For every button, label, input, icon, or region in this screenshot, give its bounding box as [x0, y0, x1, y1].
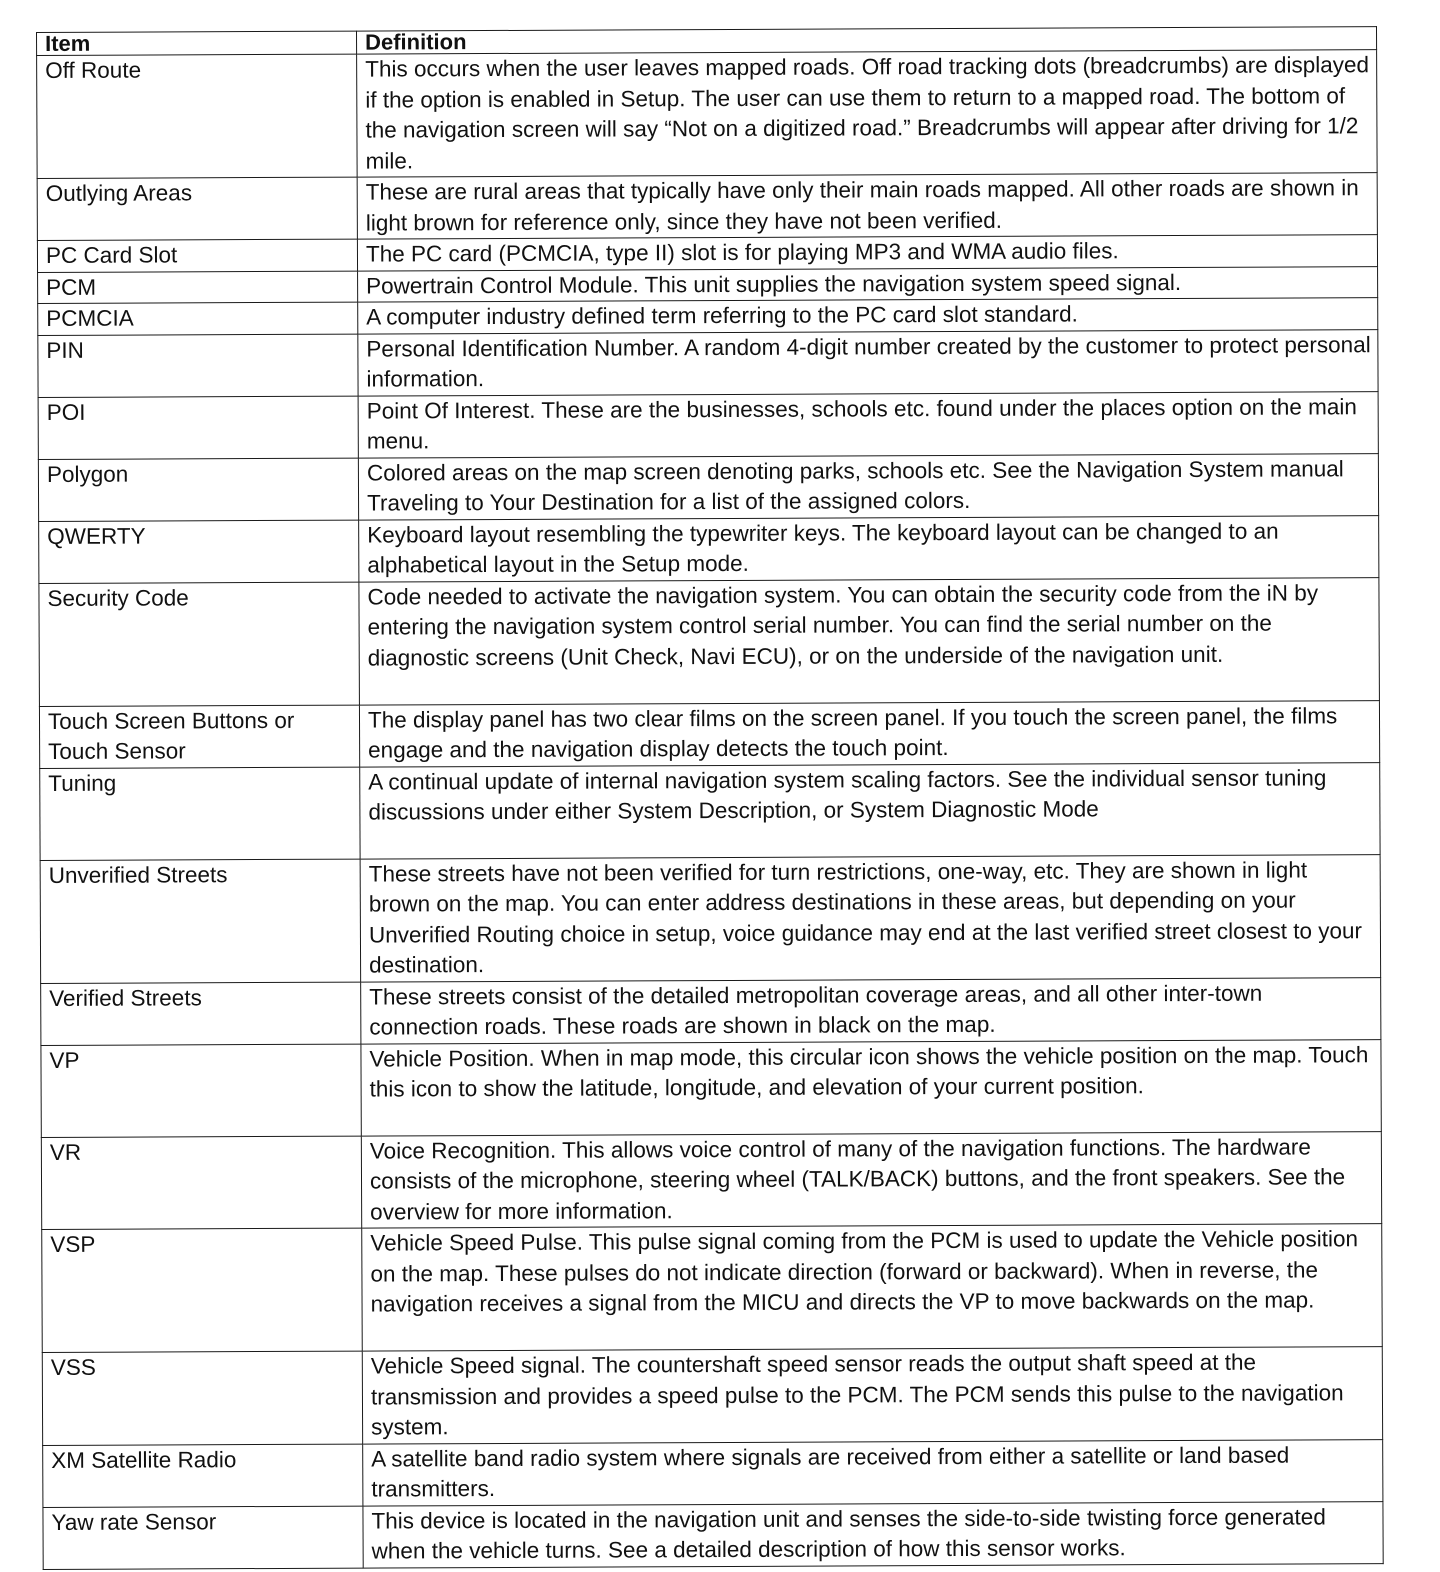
- table-row: [42, 1224, 1383, 1353]
- term-cell: POI: [38, 396, 358, 459]
- glossary-table: [36, 26, 1384, 1569]
- term-cell: XM Satellite Radio: [43, 1444, 363, 1507]
- definition-cell: These streets have not been verified for turn restrictions, one-way, etc. They are shown in light brown on the map. You can enter address destinations in these areas, but depending on your Unverified Routing choice in setup, voice guidance may end at the last verified street closest to your destination.: [360, 854, 1381, 981]
- term-cell: Off Route: [37, 54, 358, 178]
- term-cell: Tuning: [40, 767, 360, 860]
- term-cell: PCM: [38, 271, 358, 304]
- table-row: [38, 453, 1378, 521]
- term-cell: Verified Streets: [41, 982, 361, 1045]
- table-row: [37, 173, 1377, 241]
- definition-cell: Vehicle Position. When in map mode, this circular icon shows the vehicle position on the map. Touch this icon to show the latitude, longitude, and elevation of your current position.: [361, 1039, 1381, 1135]
- definition-cell: These streets consist of the detailed metropolitan coverage areas, and all other inter-town connection roads. These roads are shown in black on the map.: [361, 977, 1381, 1043]
- table-row: [40, 762, 1380, 860]
- table-row: [41, 1131, 1381, 1229]
- table-row: [38, 391, 1378, 459]
- definition-cell: This occurs when the user leaves mapped roads. Off road tracking dots (breadcrumbs) are displayed if the option is enabled in Setup. The user can use them to return to a mapped road. The bottom of the navigation screen will say “Not on a digitized road.” Breadcrumbs will appear after driving for 1/2 mile.: [357, 50, 1378, 177]
- definition-cell: Colored areas on the map screen denoting parks, schools etc. See the Navigation System manual Traveling to Your Destination for a list of the assigned colors.: [358, 453, 1378, 519]
- table-row: [39, 515, 1379, 583]
- definition-cell: The PC card (PCMCIA, type II) slot is for playing MP3 and WMA audio files.: [357, 235, 1377, 271]
- definition-cell: The display panel has two clear films on the screen panel. If you touch the screen panel, the films engage and the navigation display detects the touch point.: [359, 700, 1379, 766]
- table-row: [37, 50, 1378, 179]
- definition-cell: A continual update of internal navigation system scaling factors. See the individual sensor tuning discussions under either System Description, or System Diagnostic Mode: [360, 762, 1380, 858]
- term-cell: PCMCIA: [38, 302, 358, 335]
- term-cell: Unverified Streets: [40, 859, 361, 983]
- table-row: [43, 1501, 1383, 1569]
- definition-cell: These are rural areas that typically have only their main roads mapped. All other roads are shown in light brown for reference only, since they have not been verified.: [357, 173, 1377, 239]
- definition-cell: A computer industry defined term referring to the PC card slot standard.: [358, 298, 1378, 334]
- term-cell: Polygon: [38, 458, 358, 521]
- table-row: [42, 1347, 1382, 1445]
- term-cell: VSP: [42, 1228, 363, 1352]
- table-row: [41, 977, 1381, 1045]
- column-header-item: Item: [37, 31, 357, 55]
- term-cell: VP: [41, 1044, 361, 1137]
- definition-cell: Voice Recognition. This allows voice control of many of the navigation functions. The hardware consists of the microphone, steering wheel (TALK/BACK) buttons, and the front speakers. See the overview for more information.: [361, 1131, 1381, 1228]
- term-cell: VSS: [42, 1351, 362, 1445]
- definition-cell: Code needed to activate the navigation system. You can obtain the security code from the iN by entering the navigation system control serial number. You can find the serial number on the diagnostic screens (Unit Check, Navi ECU), or on the underside of the navigation unit.: [359, 577, 1380, 704]
- table-row: [40, 854, 1381, 983]
- table-row: [38, 329, 1378, 397]
- column-header-definition: Definition: [356, 27, 1376, 54]
- table-row: [41, 1039, 1381, 1137]
- definition-cell: Personal Identification Number. A random 4-digit number created by the customer to protect personal information.: [358, 329, 1378, 395]
- definition-cell: A satellite band radio system where signals are received from either a satellite or land based transmitters.: [363, 1439, 1383, 1505]
- term-cell: Security Code: [39, 582, 360, 706]
- definition-cell: Keyboard layout resembling the typewriter keys. The keyboard layout can be changed to an alphabetical layout in the Setup mode.: [359, 515, 1379, 581]
- term-cell: Touch Screen Buttons or Touch Sensor: [39, 705, 359, 768]
- term-cell: QWERTY: [39, 520, 359, 583]
- table-row: [43, 1439, 1383, 1507]
- term-cell: PIN: [38, 334, 358, 397]
- definition-cell: Point Of Interest. These are the businesses, schools etc. found under the places option on the main menu.: [358, 391, 1378, 457]
- table-row: [38, 266, 1378, 303]
- table-row: [39, 577, 1380, 706]
- definition-cell: This device is located in the navigation unit and senses the side-to-side twisting force generated when the vehicle turns. See a detailed description of how this sensor works.: [363, 1501, 1383, 1567]
- definition-cell: Powertrain Control Module. This unit supplies the navigation system speed signal.: [358, 266, 1378, 302]
- definition-cell: Vehicle Speed signal. The countershaft speed sensor reads the output shaft speed at the transmission and provides a speed pulse to the PCM. The PCM sends this pulse to the navigation system.: [362, 1347, 1382, 1444]
- term-cell: Outlying Areas: [37, 177, 357, 240]
- term-cell: PC Card Slot: [37, 239, 357, 272]
- table-row: [39, 700, 1379, 768]
- term-cell: Yaw rate Sensor: [43, 1506, 363, 1569]
- term-cell: VR: [41, 1136, 361, 1230]
- definition-cell: Vehicle Speed Pulse. This pulse signal coming from the PCM is used to update the Vehicle position on the map. These pulses do not indicate direction (forward or backward). When in reverse, the navigation receives a signal from the MICU and directs the VP to move backwards on the map.: [362, 1224, 1383, 1351]
